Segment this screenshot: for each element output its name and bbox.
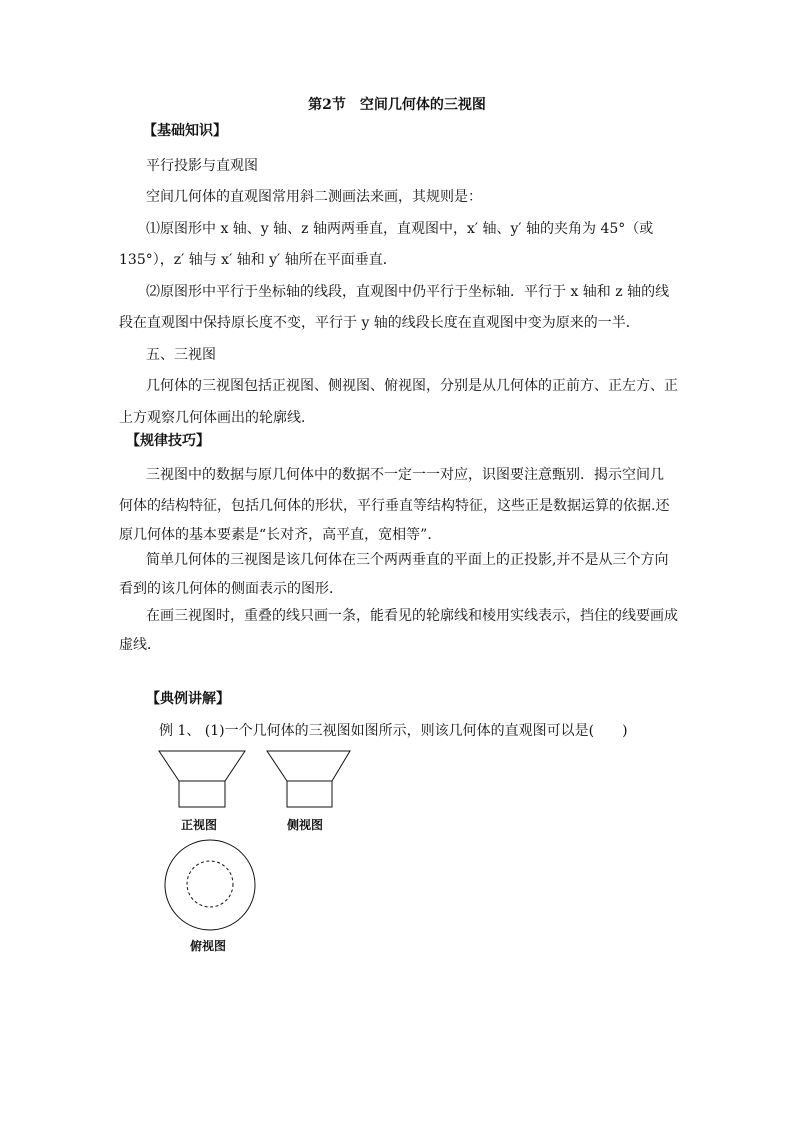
paragraph-skills3-line2: 虚线． bbox=[119, 637, 161, 653]
front-view-figure bbox=[158, 750, 246, 810]
paragraph-skills2-line1: 简单几何体的三视图是该几何体在三个两两垂直的平面上的正投影,并不是从三个方向 bbox=[146, 552, 669, 568]
subheading-three-views: 五、三视图 bbox=[146, 347, 216, 363]
paragraph-three-views-line1: 几何体的三视图包括正视图、侧视图、俯视图，分别是从几何体的正前方、正左方、正 bbox=[146, 378, 678, 394]
paragraph-skills2-line2: 看到的该几何体的侧面表示的图形． bbox=[119, 581, 343, 597]
side-view-label: 侧视图 bbox=[287, 818, 324, 832]
section-heading-skills: 【规律技巧】 bbox=[126, 433, 210, 449]
paragraph-rule2-line2: 段在直观图中保持原长度不变，平行于 y 轴的线段长度在直观图中变为原来的一半． bbox=[119, 315, 640, 331]
paragraph-rule1-line1: ⑴原图形中 x 轴、y 轴、z 轴两两垂直，直观图中，x′ 轴、y′ 轴的夹角为 45°（或 bbox=[146, 221, 654, 237]
side-view-figure bbox=[266, 750, 354, 810]
front-view-trapezoid bbox=[159, 751, 245, 781]
top-view-label: 俯视图 bbox=[190, 939, 227, 953]
paragraph-oblique-rule-intro: 空间几何体的直观图常用斜二测画法来画，其规则是： bbox=[146, 189, 482, 205]
paragraph-rule2-line1: ⑵原图形中平行于坐标轴的线段，直观图中仍平行于坐标轴．平行于 x 轴和 z 轴的线 bbox=[146, 284, 670, 300]
example1-question: 例 1、 (1)一个几何体的三视图如图所示，则该几何体的直观图可以是( ) bbox=[159, 723, 628, 739]
front-view-label: 正视图 bbox=[181, 818, 218, 832]
paragraph-three-views-line2: 上方观察几何体画出的轮廓线． bbox=[119, 410, 315, 426]
top-view-inner-dashed-circle bbox=[187, 861, 233, 907]
side-view-trapezoid bbox=[267, 751, 350, 781]
paragraph-skills3-line1: 在画三视图时，重叠的线只画一条，能看见的轮廓线和棱用实线表示，挡住的线要画成 bbox=[146, 608, 678, 624]
top-view-outer-circle bbox=[165, 840, 255, 930]
front-view-rectangle bbox=[179, 781, 225, 807]
page-title: 第2节 空间几何体的三视图 bbox=[308, 97, 486, 113]
section-heading-basic: 【基础知识】 bbox=[143, 123, 227, 139]
paragraph-rule1-line2: 135°），z′ 轴与 x′ 轴和 y′ 轴所在平面垂直． bbox=[119, 252, 397, 268]
paragraph-skills1-line3: 原几何体的基本要素是“长对齐，高平直，宽相等”． bbox=[119, 527, 442, 543]
paragraph-skills1-line2: 何体的结构特征，包括几何体的形状，平行垂直等结构特征，这些正是数据运算的依据.还 bbox=[119, 498, 670, 514]
section-heading-examples: 【典例讲解】 bbox=[146, 691, 230, 707]
side-view-rectangle bbox=[287, 781, 332, 807]
top-view-figure bbox=[163, 838, 257, 932]
subheading-parallel-projection: 平行投影与直观图 bbox=[146, 158, 258, 174]
paragraph-skills1-line1: 三视图中的数据与原几何体中的数据不一定一一对应，识图要注意甄别．揭示空间几 bbox=[146, 467, 664, 483]
